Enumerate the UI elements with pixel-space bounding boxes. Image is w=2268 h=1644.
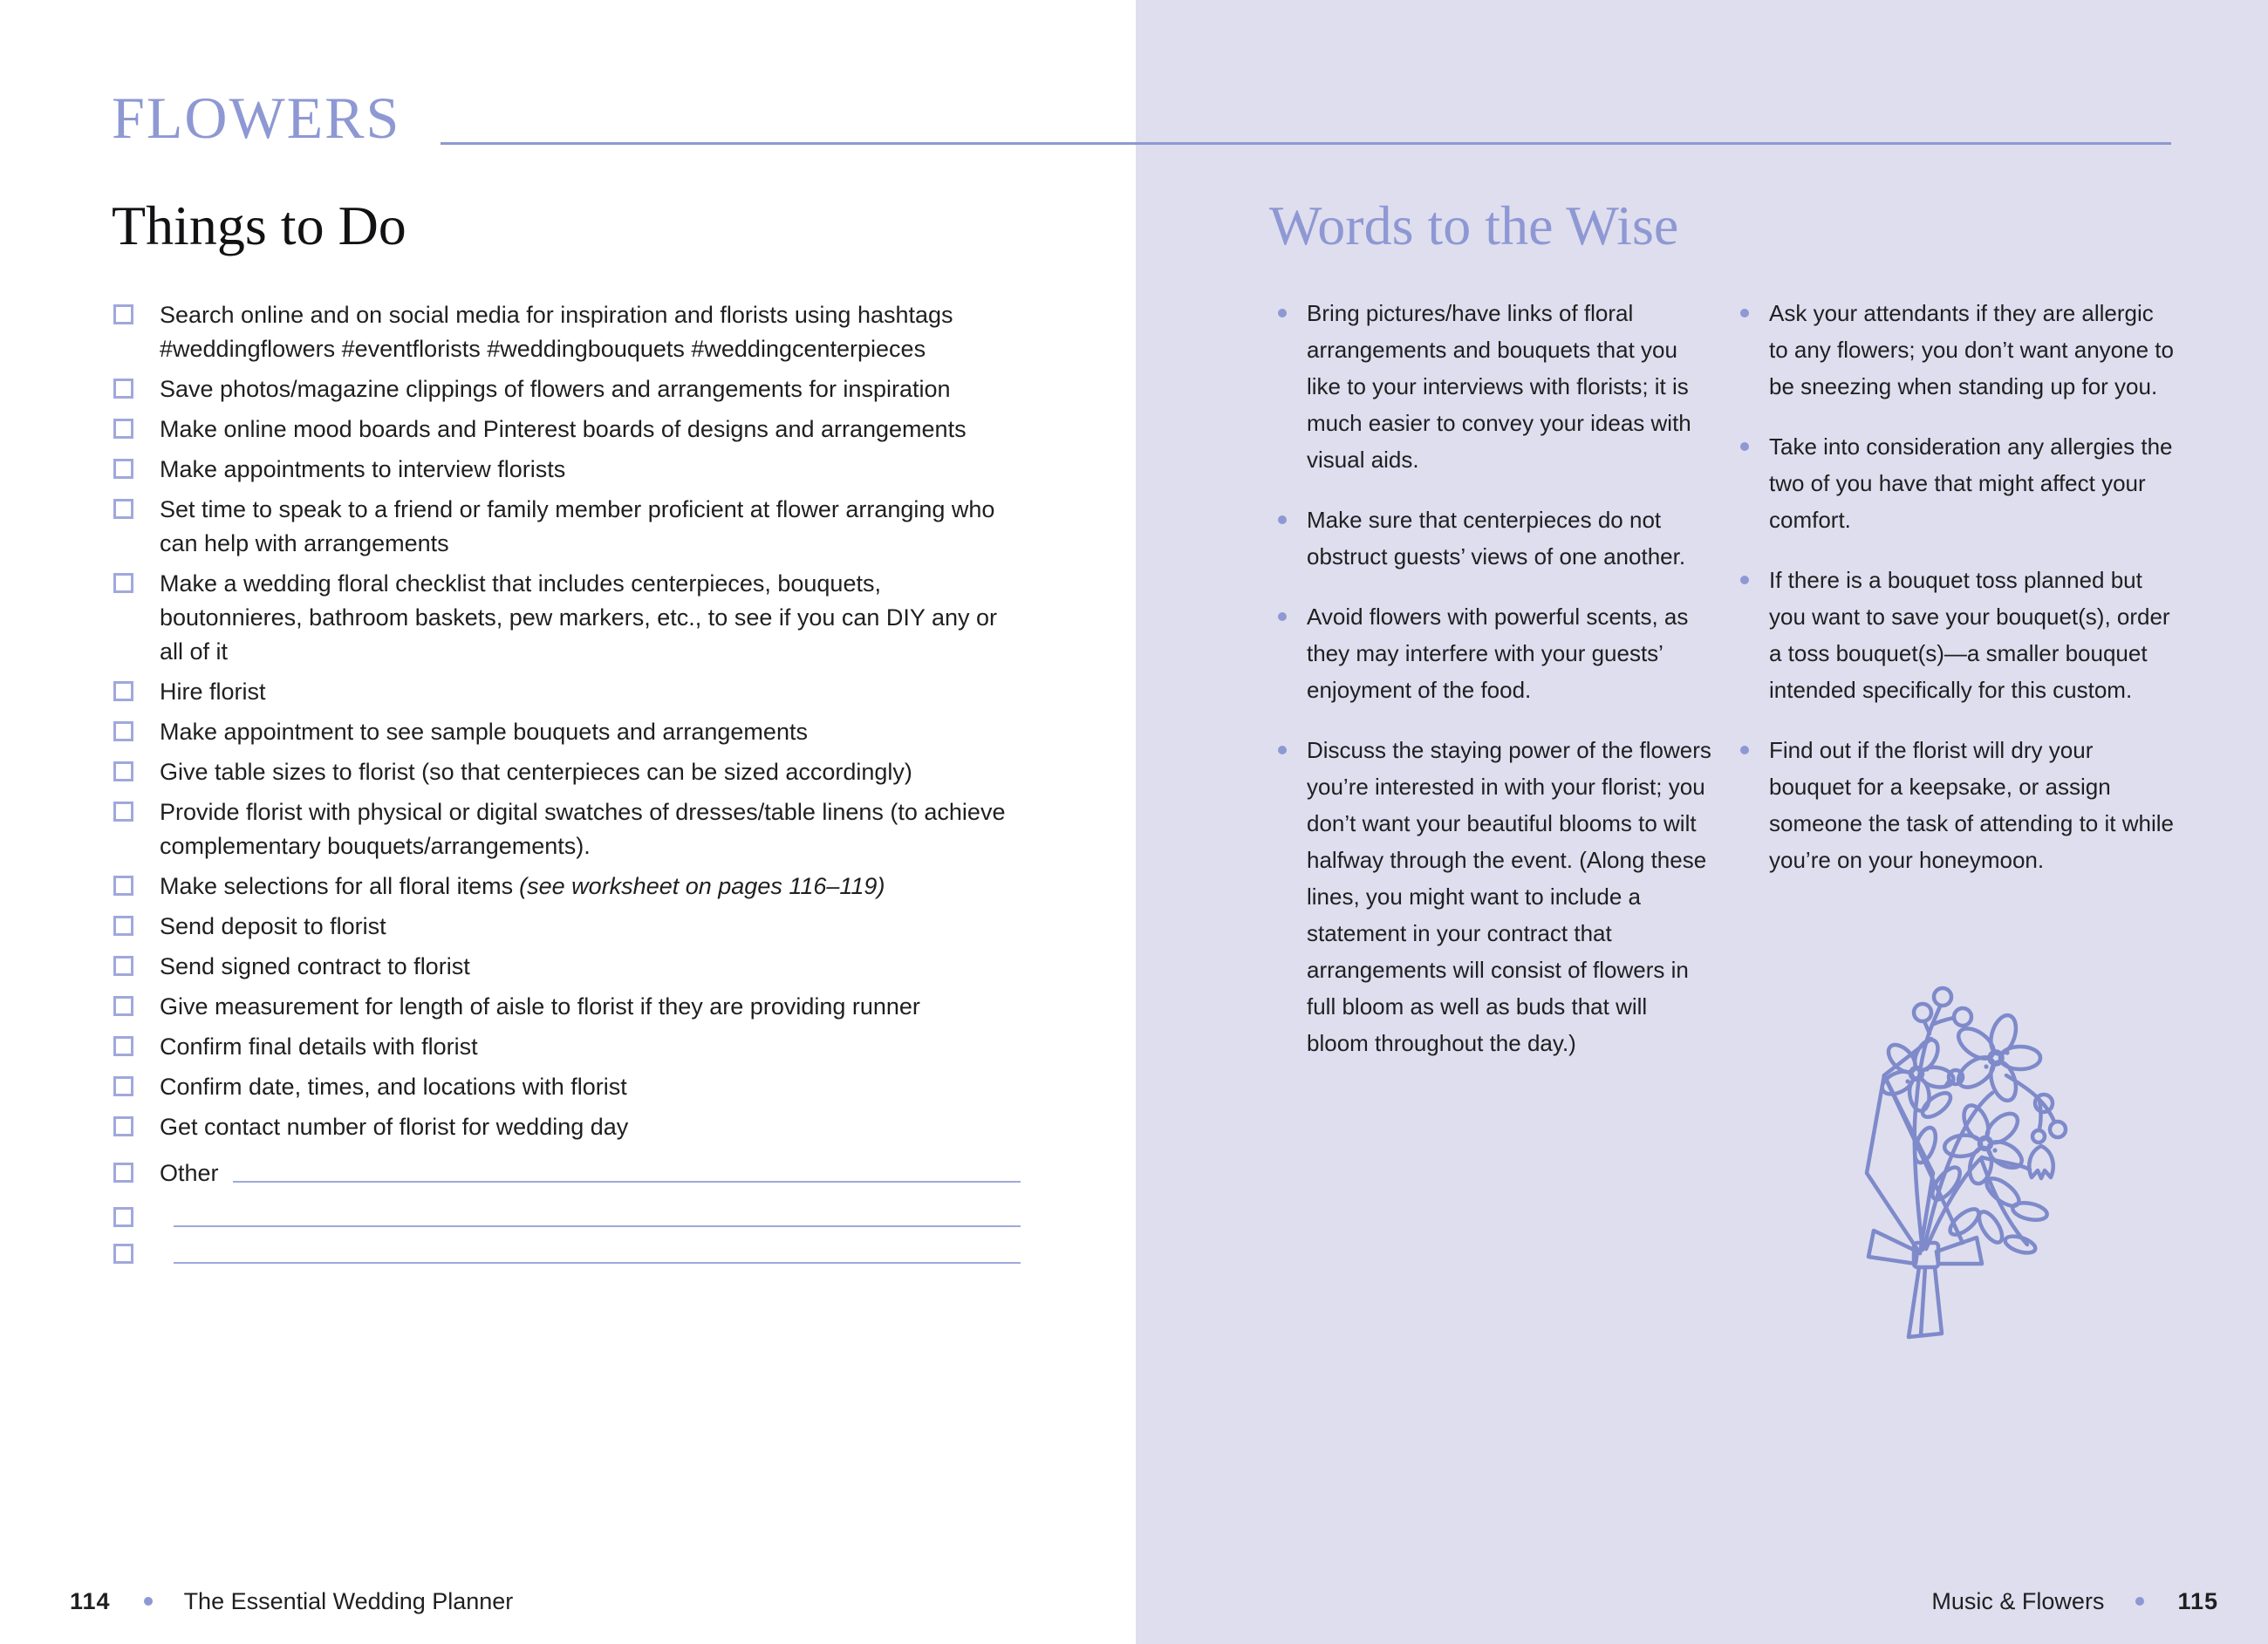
section-heading: Things to Do — [112, 194, 406, 256]
checkbox[interactable] — [113, 956, 133, 976]
checklist-item — [113, 1070, 1021, 1104]
bullet-dot — [1278, 309, 1287, 317]
checklist-item — [113, 493, 1021, 561]
tip-item — [1278, 501, 1711, 575]
bullet-dot — [1740, 576, 1749, 584]
checkbox[interactable] — [113, 1244, 133, 1264]
bullet-dot — [1740, 309, 1749, 317]
checkbox[interactable] — [113, 721, 133, 741]
tip-item — [1740, 428, 2174, 538]
checklist-item-text: Make a wedding floral checklist that includes centerpieces, bouquets, boutonnieres, bathroom baskets, pew markers, etc., to see if you can DIY any or all of it — [160, 570, 997, 665]
footer-separator-dot — [144, 1597, 153, 1606]
checklist-item-text: Give table sizes to florist (so that centerpieces can be sized accordingly) — [160, 759, 912, 785]
title-rule — [441, 142, 2171, 145]
checkbox[interactable] — [113, 761, 133, 781]
checklist-item-text: Make selections for all floral items (see worksheet on pages 116–119) — [160, 873, 885, 899]
checklist-item-text: Confirm final details with florist — [160, 1033, 478, 1060]
checklist-item-text: Make appointments to interview florists — [160, 456, 566, 482]
checklist-item — [113, 1201, 1021, 1227]
checkbox[interactable] — [113, 304, 133, 324]
tips-column-left — [1278, 295, 1711, 1085]
left-page-number: 114 — [70, 1588, 111, 1614]
tip-item — [1278, 732, 1711, 1061]
checklist-item — [113, 910, 1021, 944]
checkbox[interactable] — [113, 379, 133, 399]
checkbox[interactable] — [113, 1076, 133, 1096]
checklist-item — [113, 1238, 1021, 1264]
checkbox[interactable] — [113, 1036, 133, 1056]
checklist-item-text: Give measurement for length of aisle to florist if they are providing runner — [160, 993, 920, 1020]
checklist-item — [113, 1110, 1021, 1144]
tip-item — [1278, 598, 1711, 708]
tip-text: Bring pictures/have links of floral arrangements and bouquets that you like to your interviews with florists; it is much easier to convey your ideas with visual aids. — [1307, 300, 1691, 473]
checklist-item-text: Other — [160, 1160, 219, 1186]
checklist-item — [113, 372, 1021, 406]
tip-text: Take into consideration any allergies the two of you have that might affect your comfort. — [1769, 433, 2173, 533]
checkbox[interactable] — [113, 1163, 133, 1183]
bullet-dot — [1740, 442, 1749, 451]
checklist-item-text: Search online and on social media for inspiration and florists using hashtags #weddingflowers #eventflorists #weddingbouquets #weddingcenterpieces — [160, 302, 953, 362]
checklist-item-text: Provide florist with physical or digital swatches of dresses/table linens (to achieve complementary bouquets/arrangements). — [160, 799, 1006, 859]
tip-item — [1740, 732, 2174, 878]
checklist-item — [113, 1156, 1021, 1190]
checklist-item — [113, 413, 1021, 447]
bullet-dot — [1740, 746, 1749, 754]
fill-in-line[interactable] — [174, 1201, 1021, 1227]
footer-separator-dot — [2135, 1597, 2144, 1606]
checklist-item — [113, 950, 1021, 984]
checklist-item-text: Hire florist — [160, 679, 266, 705]
bullet-dot — [1278, 746, 1287, 754]
tip-text: Discuss the staying power of the flowers you’re interested in with your florist; you don’t want your beautiful blooms to wilt halfway through the event. (Along these lines, you might want to include a statement in your contract that arrangements will consist of flowers in full bloom as well as buds that will bloom throughout the day.) — [1307, 737, 1711, 1056]
checkbox[interactable] — [113, 419, 133, 439]
checklist-item — [113, 675, 1021, 709]
checklist-item — [113, 1030, 1021, 1064]
checkbox[interactable] — [113, 916, 133, 936]
tip-text: Avoid flowers with powerful scents, as they may interfere with your guests’ enjoyment of the food. — [1307, 604, 1689, 703]
tip-text: Make sure that centerpieces do not obstruct guests’ views of one another. — [1307, 507, 1686, 570]
bullet-dot — [1278, 612, 1287, 621]
bouquet-illustration — [1832, 964, 2146, 1365]
checkbox[interactable] — [113, 876, 133, 896]
checklist-item — [113, 715, 1021, 749]
checklist-item — [113, 870, 1021, 904]
checklist-item-text: Send signed contract to florist — [160, 953, 470, 979]
checklist-item-text: Set time to speak to a friend or family member proficient at flower arranging who can help with arrangements — [160, 496, 995, 556]
checklist-item — [113, 567, 1021, 669]
tip-text: Find out if the florist will dry your bouquet for a keepsake, or assign someone the task of attending to it while you’re on your honeymoon. — [1769, 737, 2174, 873]
checklist-item — [113, 755, 1021, 789]
checkbox[interactable] — [113, 681, 133, 701]
tip-text: If there is a bouquet toss planned but you want to save your bouquet(s), order a toss bouquet(s)—a smaller bouquet intended specifically for this custom. — [1769, 567, 2170, 703]
checklist-item — [113, 795, 1021, 863]
right-page-number: 115 — [2177, 1588, 2218, 1614]
checkbox[interactable] — [113, 996, 133, 1016]
tip-item — [1278, 295, 1711, 478]
tip-item — [1740, 562, 2174, 708]
book-title: The Essential Wedding Planner — [183, 1588, 514, 1614]
checkbox[interactable] — [113, 499, 133, 519]
checklist-item — [113, 990, 1021, 1024]
checkbox[interactable] — [113, 573, 133, 593]
chapter-title: Music & Flowers — [1931, 1588, 2105, 1614]
checkbox[interactable] — [113, 802, 133, 822]
words-to-the-wise-heading: Words to the Wise — [1269, 194, 1679, 256]
fill-in-line[interactable] — [233, 1156, 1021, 1183]
checklist-item-text: Make appointment to see sample bouquets and arrangements — [160, 719, 808, 745]
checklist-item-text: Send deposit to florist — [160, 913, 386, 939]
checklist-item-text: Get contact number of florist for wedding day — [160, 1114, 629, 1140]
checklist-item — [113, 298, 1021, 366]
bullet-dot — [1278, 515, 1287, 524]
things-to-do-checklist — [113, 298, 1021, 1270]
checkbox[interactable] — [113, 1116, 133, 1136]
tips-column-right — [1740, 295, 2174, 902]
checkbox[interactable] — [113, 1207, 133, 1227]
checkbox[interactable] — [113, 459, 133, 479]
fill-in-line[interactable] — [174, 1238, 1021, 1264]
page-title: FLOWERS — [112, 85, 401, 151]
checklist-item — [113, 453, 1021, 487]
left-page-footer — [70, 1587, 513, 1615]
checklist-item-text: Save photos/magazine clippings of flowers and arrangements for inspiration — [160, 376, 951, 402]
checklist-item-text: Confirm date, times, and locations with florist — [160, 1074, 627, 1100]
tip-item — [1740, 295, 2174, 405]
tip-text: Ask your attendants if they are allergic to any flowers; you don’t want anyone to be sneezing when standing up for you. — [1769, 300, 2174, 399]
right-page-footer — [1931, 1587, 2218, 1615]
checklist-item-text: Make online mood boards and Pinterest boards of designs and arrangements — [160, 416, 967, 442]
